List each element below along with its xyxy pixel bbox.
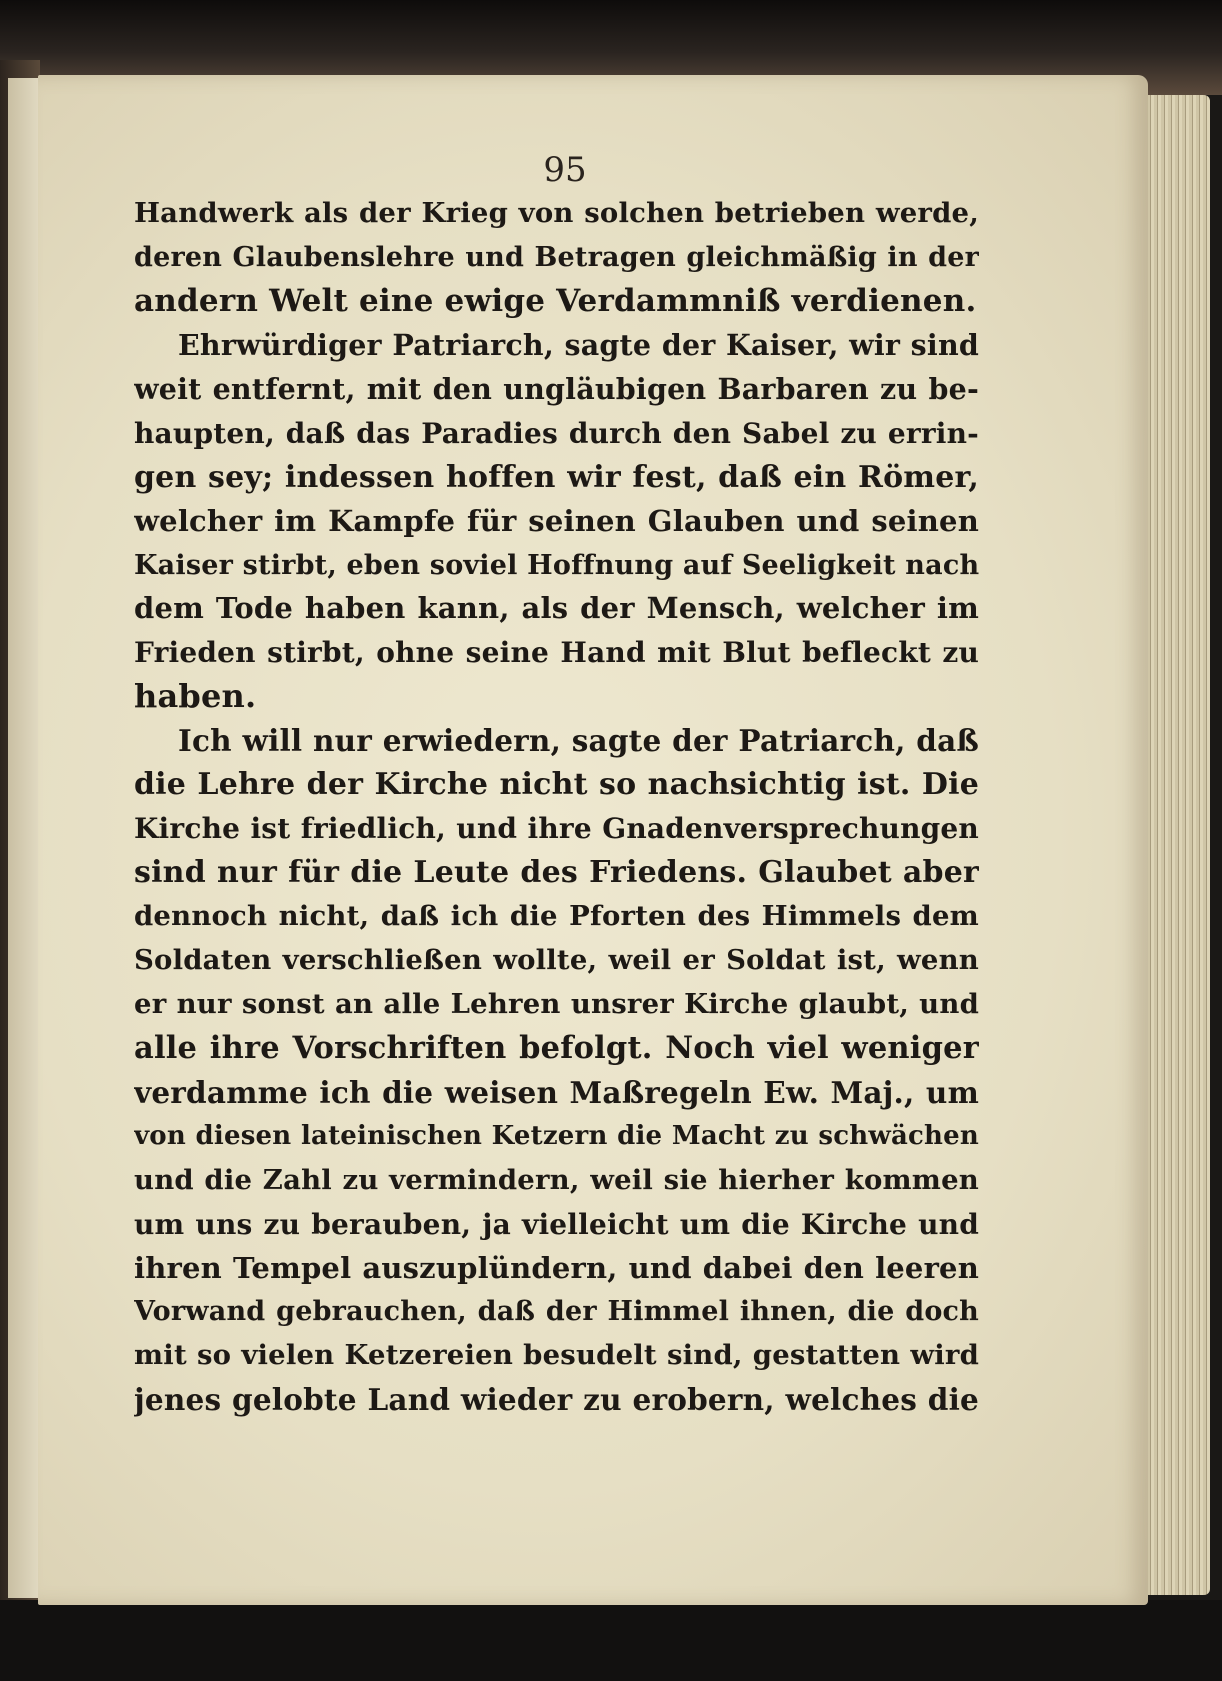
text-line: dem Tode haben kann, als der Mensch, welcher im [134,591,979,626]
text-line: Handwerk als der Krieg von solchen betrieben werde, [134,197,979,229]
text-line: jenes gelobte Land wieder zu erobern, welches die [134,1382,979,1418]
text-line: gen sey; indessen hoffen wir fest, daß ein Römer, [134,459,979,495]
page-block-edges [1140,95,1210,1595]
facing-page-edge [8,78,42,1598]
text-line: Ehrwürdiger Patriarch, sagte der Kaiser, wir sind [178,327,979,362]
text-line: mit so vielen Ketzereien besudelt sind, gestatten wird [134,1339,979,1372]
text-line: Kirche ist friedlich, und ihre Gnadenversprechungen [134,812,979,846]
text-line: welcher im Kampfe für seinen Glauben und seinen [134,503,979,538]
text-line: er nur sonst an alle Lehren unsrer Kirche glaubt, und [134,987,979,1020]
text-line: Kaiser stirbt, eben soviel Hoffnung auf Seeligkeit nach [134,549,979,581]
text-line: Soldaten verschließen wollte, weil er Soldat ist, wenn [134,943,979,976]
text-line: und die Zahl zu vermindern, weil sie hierher kommen [134,1163,979,1196]
text-line: weit entfernt, mit den ungläubigen Barbaren zu be- [134,371,979,406]
book-cover-bottom [0,1600,1222,1681]
text-line: Frieden stirbt, ohne seine Hand mit Blut befleckt zu [134,636,979,670]
text-line: dennoch nicht, daß ich die Pforten des Himmels dem [134,900,979,932]
text-line: Vorwand gebrauchen, daß der Himmel ihnen, die doch [134,1296,979,1328]
page-number: 95 [543,150,587,190]
text-line: verdamme ich die weisen Maßregeln Ew. Maj., um [134,1074,979,1110]
text-line: die Lehre der Kirche nicht so nachsichtig ist. Die [134,767,979,803]
text-line: haupten, daß das Paradies durch den Sabel zu errin- [134,416,979,450]
text-line: um uns zu berauben, ja vielleicht um die Kirche und [134,1207,979,1241]
text-line: andern Welt eine ewige Verdammniß verdienen. [134,282,977,319]
text-line: Ich will nur erwiedern, sagte der Patriarch, daß [178,723,979,759]
page-text-block [134,192,979,1422]
text-line: ihren Tempel auszuplündern, und dabei den leeren [134,1250,979,1285]
text-line: deren Glaubenslehre und Betragen gleichmäßig in der [134,241,979,273]
text-line: sind nur für die Leute des Friedens. Glaubet aber [134,855,979,891]
text-line: haben. [134,677,257,716]
text-line: von diesen lateinischen Ketzern die Macht zu schwächen [134,1120,979,1151]
text-line: alle ihre Vorschriften befolgt. Noch viel weniger [134,1029,979,1066]
